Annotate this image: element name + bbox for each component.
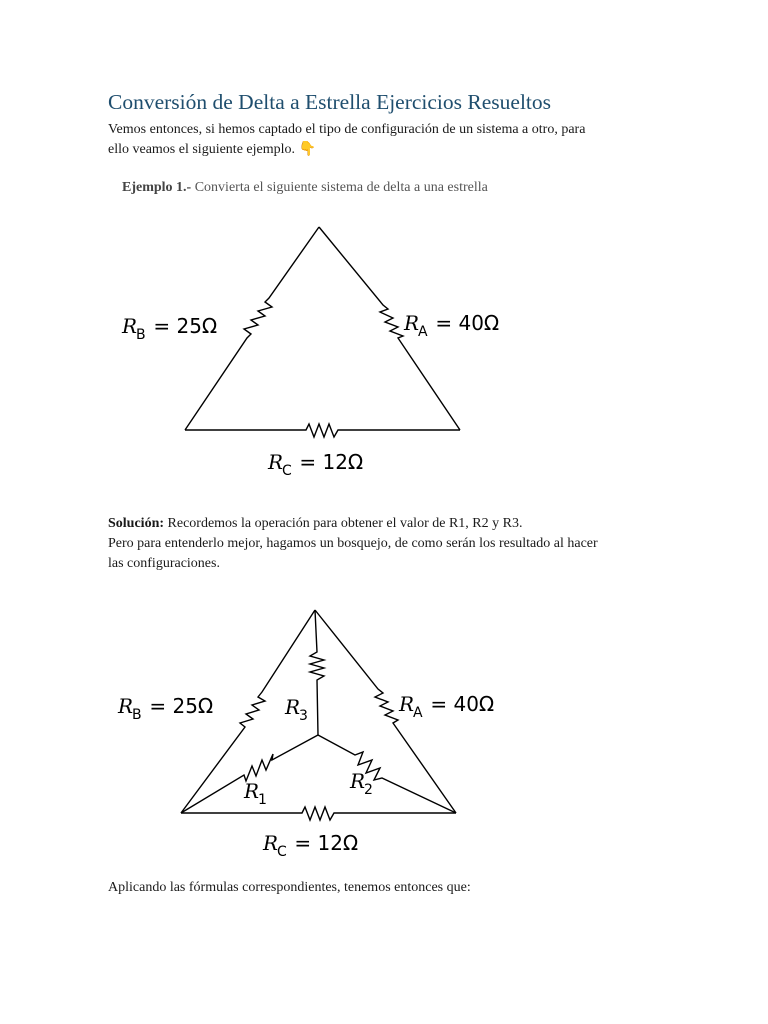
star-delta-wire-bottom: [181, 807, 456, 820]
svg-text:A: A: [418, 324, 428, 340]
svg-text:B: B: [132, 707, 142, 723]
svg-text:B: B: [136, 327, 146, 343]
svg-text:1: 1: [258, 792, 267, 808]
solution-line-2: Pero para entenderlo mejor, hagamos un bosquejo, de como serán los resultado al hacer: [108, 536, 598, 551]
svg-text:C: C: [277, 844, 287, 860]
label-ra-2: [398, 692, 494, 721]
solution-text: Recordemos la operación para obtener el valor de R1, R2 y R3.: [164, 516, 523, 531]
label-r3: [284, 695, 308, 724]
svg-text:R: R: [122, 314, 138, 338]
star-r2-branch: [318, 735, 456, 813]
svg-text:R: R: [263, 831, 279, 855]
label-r1: [243, 779, 267, 808]
svg-text:R: R: [118, 694, 134, 718]
svg-text:= 25Ω: = 25Ω: [143, 694, 214, 718]
solution-line-3: las configuraciones.: [108, 556, 220, 571]
svg-text:= 40Ω: = 40Ω: [424, 692, 495, 716]
solution-label: Solución:: [108, 516, 165, 531]
intro-line-1: Vemos entonces, si hemos captado el tipo de configuración de un sistema a otro, para: [108, 122, 586, 137]
label-ra-1: [403, 311, 499, 340]
intro-line-2: ello veamos el siguiente ejemplo. 👇: [108, 142, 316, 157]
example-label: Ejemplo 1.-: [122, 180, 192, 195]
svg-text:= 12Ω: = 12Ω: [288, 831, 359, 855]
label-rc-1: [267, 450, 363, 479]
svg-text:= 40Ω: = 40Ω: [429, 311, 500, 335]
solution-line-1: [108, 514, 522, 534]
svg-text:3: 3: [299, 708, 308, 724]
svg-text:R: R: [404, 311, 420, 335]
delta-diagram: [121, 227, 499, 479]
svg-text:R: R: [350, 769, 366, 793]
svg-text:R: R: [399, 692, 415, 716]
label-rb-2: [117, 694, 213, 723]
svg-text:2: 2: [364, 782, 373, 798]
page-title: Conversión de Delta a Estrella Ejercicios Resueltos: [108, 90, 552, 114]
svg-text:R: R: [244, 779, 260, 803]
svg-text:= 12Ω: = 12Ω: [293, 450, 364, 474]
conclusion-text: Aplicando las fórmulas correspondientes, tenemos entonces que:: [108, 880, 471, 895]
star-r3-branch: [310, 610, 324, 735]
svg-text:A: A: [413, 705, 423, 721]
delta-wire-bottom: [185, 424, 460, 437]
label-rb-1: [121, 314, 217, 343]
svg-text:R: R: [268, 450, 284, 474]
svg-text:= 25Ω: = 25Ω: [147, 314, 218, 338]
example-text: Convierta el siguiente sistema de delta a una estrella: [191, 180, 488, 195]
svg-text:C: C: [282, 463, 292, 479]
svg-text:R: R: [285, 695, 301, 719]
label-rc-2: [262, 831, 358, 860]
delta-star-diagram: [117, 610, 494, 860]
label-r2: [349, 769, 373, 798]
